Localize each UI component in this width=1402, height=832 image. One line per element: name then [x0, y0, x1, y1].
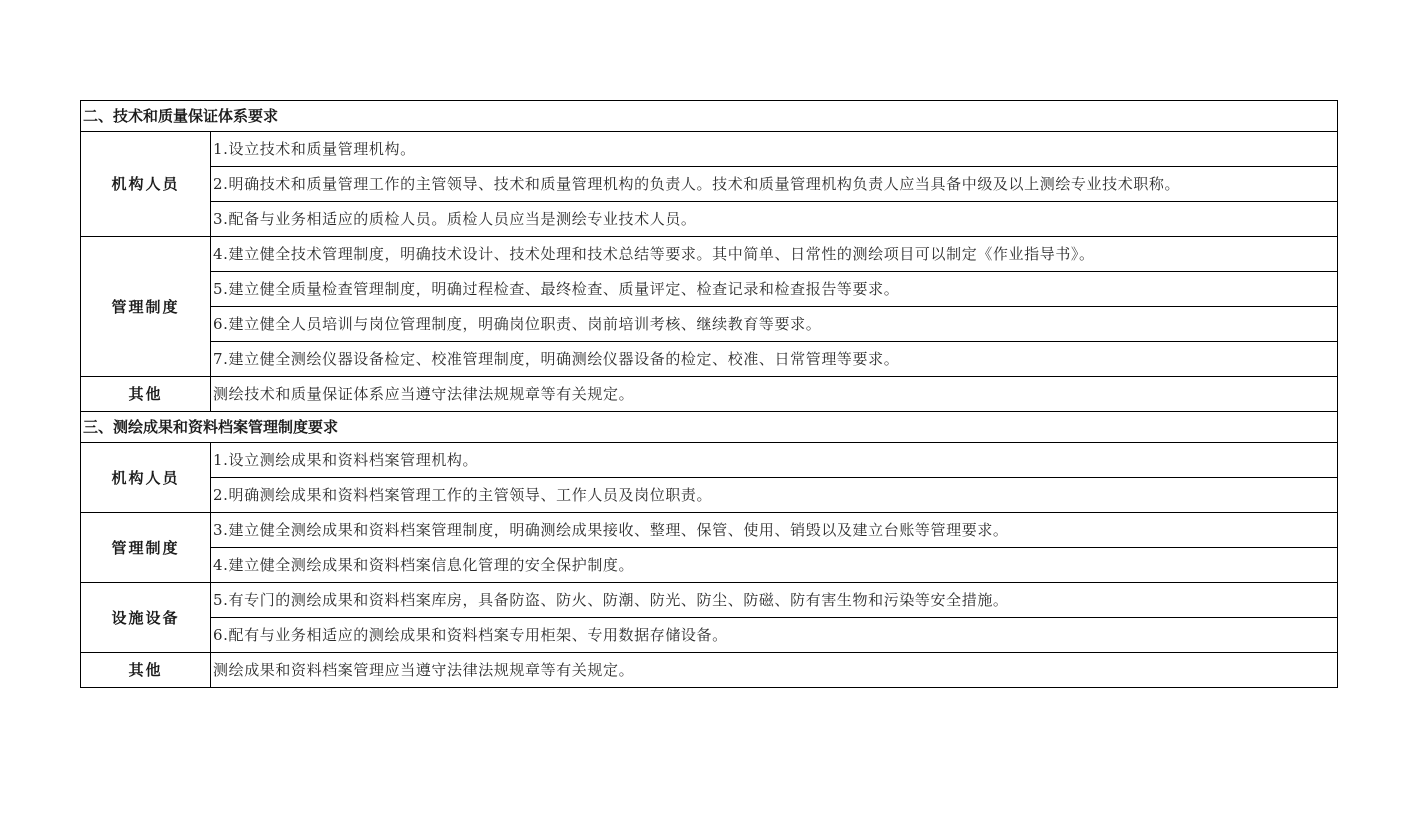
table-row	[81, 167, 1338, 202]
category-label: 设施设备	[81, 583, 211, 653]
requirement-item: 3.建立健全测绘成果和资料档案管理制度，明确测绘成果接收、整理、保管、使用、销毁以及建立台账等管理要求。	[211, 513, 1338, 548]
category-label: 机构人员	[81, 443, 211, 513]
table-row	[81, 237, 1338, 272]
table-row	[81, 583, 1338, 618]
section-title: 三、测绘成果和资料档案管理制度要求	[81, 412, 1338, 443]
table-row	[81, 377, 1338, 412]
table-row	[81, 307, 1338, 342]
requirement-item: 6.建立健全人员培训与岗位管理制度，明确岗位职责、岗前培训考核、继续教育等要求。	[211, 307, 1338, 342]
table-row	[81, 478, 1338, 513]
requirement-item: 2.明确测绘成果和资料档案管理工作的主管领导、工作人员及岗位职责。	[211, 478, 1338, 513]
table-row	[81, 513, 1338, 548]
section-row	[81, 412, 1338, 443]
requirement-item: 测绘技术和质量保证体系应当遵守法律法规规章等有关规定。	[211, 377, 1338, 412]
table-row	[81, 653, 1338, 688]
table-row	[81, 342, 1338, 377]
category-label: 机构人员	[81, 132, 211, 237]
table-row	[81, 272, 1338, 307]
requirement-item: 5.有专门的测绘成果和资料档案库房，具备防盗、防火、防潮、防光、防尘、防磁、防有害生物和污染等安全措施。	[211, 583, 1338, 618]
requirement-item: 1.设立测绘成果和资料档案管理机构。	[211, 443, 1338, 478]
requirement-item: 5.建立健全质量检查管理制度，明确过程检查、最终检查、质量评定、检查记录和检查报告等要求。	[211, 272, 1338, 307]
requirement-item: 3.配备与业务相适应的质检人员。质检人员应当是测绘专业技术人员。	[211, 202, 1338, 237]
requirement-item: 4.建立健全测绘成果和资料档案信息化管理的安全保护制度。	[211, 548, 1338, 583]
category-label: 其他	[81, 653, 211, 688]
section-title: 二、技术和质量保证体系要求	[81, 101, 1338, 132]
requirement-item: 4.建立健全技术管理制度，明确技术设计、技术处理和技术总结等要求。其中简单、日常性的测绘项目可以制定《作业指导书》。	[211, 237, 1338, 272]
requirements-table	[80, 100, 1338, 688]
requirement-item: 1.设立技术和质量管理机构。	[211, 132, 1338, 167]
table-row	[81, 202, 1338, 237]
requirement-item: 2.明确技术和质量管理工作的主管领导、技术和质量管理机构的负责人。技术和质量管理机构负责人应当具备中级及以上测绘专业技术职称。	[211, 167, 1338, 202]
requirement-item: 7.建立健全测绘仪器设备检定、校准管理制度，明确测绘仪器设备的检定、校准、日常管理等要求。	[211, 342, 1338, 377]
category-label: 管理制度	[81, 513, 211, 583]
requirement-item: 6.配有与业务相适应的测绘成果和资料档案专用柜架、专用数据存储设备。	[211, 618, 1338, 653]
table-row	[81, 443, 1338, 478]
table-row	[81, 132, 1338, 167]
category-label: 管理制度	[81, 237, 211, 377]
table-row	[81, 618, 1338, 653]
section-row	[81, 101, 1338, 132]
requirement-item: 测绘成果和资料档案管理应当遵守法律法规规章等有关规定。	[211, 653, 1338, 688]
table-row	[81, 548, 1338, 583]
category-label: 其他	[81, 377, 211, 412]
